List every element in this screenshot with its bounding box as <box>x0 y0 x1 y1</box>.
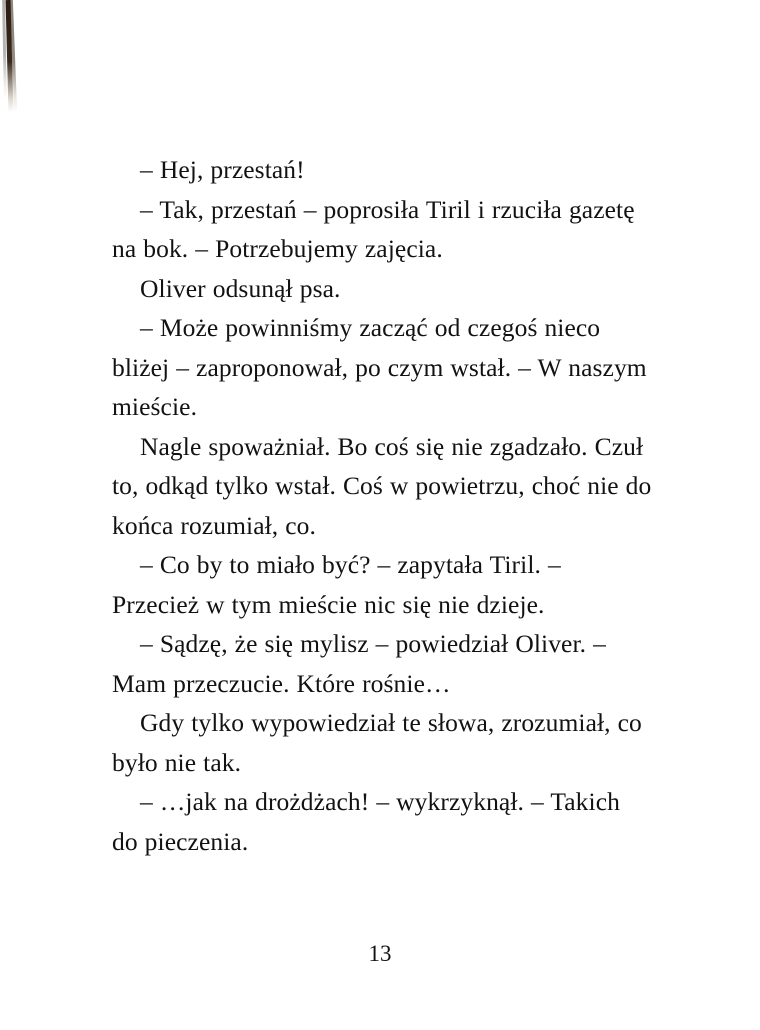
paragraph: – …jak na drożdżach! – wykrzyknął. – Takich do pieczenia. <box>112 787 620 856</box>
spine-shadow-artifact <box>0 0 26 112</box>
spine-streak-tertiary <box>2 0 7 99</box>
paragraph: – Może powinniśmy zacząć od czegoś nieco bliżej – zaproponował, po czym wstał. – W naszym mieście. <box>112 313 647 421</box>
paragraph: Oliver odsunął psa. <box>140 273 341 303</box>
page-number: 13 <box>368 941 392 966</box>
paragraph: – Tak, przestań – poprosiła Tiril i rzuciła gazetę na bok. – Potrzebujemy zajęcia. <box>112 194 635 263</box>
paragraph: – Hej, przestań! <box>140 155 305 184</box>
paragraph: – Sądzę, że się mylisz – powiedział Oliver. – Mam przeczucie. Które rośnie… <box>112 629 606 698</box>
spine-streak-secondary <box>10 0 17 112</box>
spine-streak-primary <box>6 0 14 112</box>
body-text <box>112 150 652 861</box>
paragraph: – Co by to miało być? – zapytała Tiril. – Przecież w tym mieście nic się nie dzieje. <box>112 550 561 619</box>
paragraph: Nagle spoważniał. Bo coś się nie zgadzało. Czuł to, odkąd tylko wstał. Coś w powietrzu, choć nie do końca rozumiał, co. <box>112 431 652 540</box>
paragraph: Gdy tylko wypowiedział te słowa, zrozumiał, co było nie tak. <box>112 708 642 777</box>
